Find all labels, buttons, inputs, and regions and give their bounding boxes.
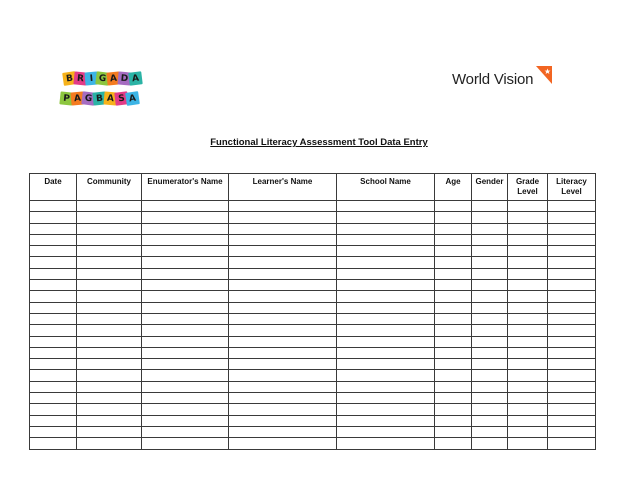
column-header-age: Age	[435, 174, 472, 201]
cell-literacy[interactable]	[548, 336, 596, 347]
logo-letter-tile: I	[84, 71, 98, 85]
cell-community[interactable]	[77, 313, 142, 324]
cell-community[interactable]	[77, 257, 142, 268]
cell-age[interactable]	[435, 438, 472, 449]
cell-school[interactable]	[337, 212, 435, 223]
cell-gender[interactable]	[472, 223, 508, 234]
cell-grade[interactable]	[508, 404, 548, 415]
cell-enumerator[interactable]	[142, 234, 229, 245]
cell-enumerator[interactable]	[142, 438, 229, 449]
cell-age[interactable]	[435, 246, 472, 257]
cell-literacy[interactable]	[548, 223, 596, 234]
cell-age[interactable]	[435, 325, 472, 336]
cell-age[interactable]	[435, 257, 472, 268]
cell-enumerator[interactable]	[142, 257, 229, 268]
cell-school[interactable]	[337, 404, 435, 415]
cell-age[interactable]	[435, 347, 472, 358]
cell-literacy[interactable]	[548, 257, 596, 268]
cell-learner[interactable]	[229, 370, 337, 381]
logo-letter-tile: B	[62, 71, 77, 86]
document-title: Functional Literacy Assessment Tool Data Entry	[210, 137, 428, 148]
cell-age[interactable]	[435, 302, 472, 313]
cell-community[interactable]	[77, 201, 142, 212]
cell-learner[interactable]	[229, 268, 337, 279]
cell-age[interactable]	[435, 415, 472, 426]
cell-gender[interactable]	[472, 370, 508, 381]
cell-literacy[interactable]	[548, 201, 596, 212]
cell-community[interactable]	[77, 246, 142, 257]
cell-date[interactable]	[30, 246, 77, 257]
cell-age[interactable]	[435, 426, 472, 437]
cell-learner[interactable]	[229, 404, 337, 415]
cell-learner[interactable]	[229, 201, 337, 212]
cell-gender[interactable]	[472, 393, 508, 404]
logo-letter-tile: D	[117, 71, 131, 85]
table-header-row	[30, 174, 596, 201]
world-vision-wordmark: World Vision	[452, 71, 534, 88]
cell-literacy[interactable]	[548, 302, 596, 313]
cell-learner[interactable]	[229, 313, 337, 324]
cell-age[interactable]	[435, 393, 472, 404]
cell-gender[interactable]	[472, 280, 508, 291]
logo-letter-tile: G	[95, 71, 109, 85]
table-row	[30, 325, 596, 336]
table-row	[30, 336, 596, 347]
cell-grade[interactable]	[508, 393, 548, 404]
cell-school[interactable]	[337, 393, 435, 404]
cell-age[interactable]	[435, 234, 472, 245]
table-row	[30, 370, 596, 381]
cell-learner[interactable]	[229, 257, 337, 268]
cell-date[interactable]	[30, 234, 77, 245]
cell-school[interactable]	[337, 415, 435, 426]
table-row	[30, 257, 596, 268]
table-row	[30, 212, 596, 223]
cell-enumerator[interactable]	[142, 223, 229, 234]
cell-literacy[interactable]	[548, 415, 596, 426]
cell-date[interactable]	[30, 223, 77, 234]
cell-grade[interactable]	[508, 257, 548, 268]
cell-date[interactable]	[30, 393, 77, 404]
cell-gender[interactable]	[472, 325, 508, 336]
cell-gender[interactable]	[472, 201, 508, 212]
cell-grade[interactable]	[508, 426, 548, 437]
cell-grade[interactable]	[508, 313, 548, 324]
cell-literacy[interactable]	[548, 313, 596, 324]
logo-letter-tile: S	[114, 91, 128, 105]
cell-enumerator[interactable]	[142, 291, 229, 302]
cell-date[interactable]	[30, 426, 77, 437]
table-row	[30, 268, 596, 279]
table-row	[30, 438, 596, 449]
cell-gender[interactable]	[472, 336, 508, 347]
cell-community[interactable]	[77, 347, 142, 358]
cell-grade[interactable]	[508, 280, 548, 291]
cell-community[interactable]	[77, 415, 142, 426]
cell-age[interactable]	[435, 381, 472, 392]
cell-age[interactable]	[435, 370, 472, 381]
cell-grade[interactable]	[508, 347, 548, 358]
cell-school[interactable]	[337, 234, 435, 245]
cell-school[interactable]	[337, 359, 435, 370]
table-row	[30, 347, 596, 358]
cell-learner[interactable]	[229, 246, 337, 257]
cell-age[interactable]	[435, 313, 472, 324]
column-header-enumerator: Enumerator's Name	[142, 174, 229, 201]
logo-letter-tile: R	[73, 71, 87, 85]
cell-gender[interactable]	[472, 302, 508, 313]
cell-grade[interactable]	[508, 336, 548, 347]
cell-school[interactable]	[337, 381, 435, 392]
cell-school[interactable]	[337, 438, 435, 449]
cell-date[interactable]	[30, 336, 77, 347]
logo-letter-tile: B	[92, 91, 106, 105]
cell-enumerator[interactable]	[142, 393, 229, 404]
cell-literacy[interactable]	[548, 291, 596, 302]
cell-gender[interactable]	[472, 381, 508, 392]
cell-learner[interactable]	[229, 415, 337, 426]
cell-date[interactable]	[30, 257, 77, 268]
cell-grade[interactable]	[508, 234, 548, 245]
cell-grade[interactable]	[508, 291, 548, 302]
cell-enumerator[interactable]	[142, 302, 229, 313]
cell-enumerator[interactable]	[142, 381, 229, 392]
cell-gender[interactable]	[472, 404, 508, 415]
cell-community[interactable]	[77, 336, 142, 347]
cell-school[interactable]	[337, 302, 435, 313]
cell-age[interactable]	[435, 268, 472, 279]
cell-community[interactable]	[77, 325, 142, 336]
cell-grade[interactable]	[508, 201, 548, 212]
cell-school[interactable]	[337, 313, 435, 324]
cell-age[interactable]	[435, 201, 472, 212]
cell-literacy[interactable]	[548, 438, 596, 449]
cell-date[interactable]	[30, 302, 77, 313]
cell-literacy[interactable]	[548, 426, 596, 437]
cell-grade[interactable]	[508, 370, 548, 381]
cell-community[interactable]	[77, 223, 142, 234]
logo-letter-tile: A	[103, 91, 117, 105]
cell-learner[interactable]	[229, 426, 337, 437]
cell-community[interactable]	[77, 404, 142, 415]
cell-date[interactable]	[30, 280, 77, 291]
cell-community[interactable]	[77, 302, 142, 313]
cell-learner[interactable]	[229, 223, 337, 234]
cell-learner[interactable]	[229, 325, 337, 336]
cell-enumerator[interactable]	[142, 359, 229, 370]
cell-learner[interactable]	[229, 381, 337, 392]
cell-gender[interactable]	[472, 347, 508, 358]
cell-literacy[interactable]	[548, 325, 596, 336]
table-row	[30, 201, 596, 212]
cell-enumerator[interactable]	[142, 415, 229, 426]
logo-letter-tile: A	[125, 91, 140, 106]
cell-grade[interactable]	[508, 325, 548, 336]
cell-gender[interactable]	[472, 359, 508, 370]
cell-date[interactable]	[30, 201, 77, 212]
cell-community[interactable]	[77, 426, 142, 437]
cell-age[interactable]	[435, 336, 472, 347]
cell-literacy[interactable]	[548, 393, 596, 404]
cell-school[interactable]	[337, 336, 435, 347]
cell-community[interactable]	[77, 268, 142, 279]
cell-school[interactable]	[337, 201, 435, 212]
cell-date[interactable]	[30, 325, 77, 336]
column-header-literacy: Literacy Level	[548, 174, 596, 201]
cell-community[interactable]	[77, 212, 142, 223]
table-row	[30, 234, 596, 245]
logo-letter-tile: G	[81, 91, 95, 105]
table-row	[30, 359, 596, 370]
cell-age[interactable]	[435, 359, 472, 370]
cell-community[interactable]	[77, 234, 142, 245]
cell-learner[interactable]	[229, 234, 337, 245]
cell-literacy[interactable]	[548, 381, 596, 392]
cell-literacy[interactable]	[548, 234, 596, 245]
column-header-grade: Grade Level	[508, 174, 548, 201]
logo-letter-tile: A	[106, 71, 120, 85]
cell-enumerator[interactable]	[142, 313, 229, 324]
cell-gender[interactable]	[472, 291, 508, 302]
cell-learner[interactable]	[229, 302, 337, 313]
cell-learner[interactable]	[229, 347, 337, 358]
table-row	[30, 381, 596, 392]
brigada-pagbasa-logo	[60, 68, 140, 110]
cell-learner[interactable]	[229, 212, 337, 223]
column-header-community: Community	[77, 174, 142, 201]
cell-literacy[interactable]	[548, 246, 596, 257]
cell-learner[interactable]	[229, 393, 337, 404]
cell-gender[interactable]	[472, 268, 508, 279]
cell-date[interactable]	[30, 438, 77, 449]
cell-school[interactable]	[337, 223, 435, 234]
column-header-learner: Learner's Name	[229, 174, 337, 201]
cell-learner[interactable]	[229, 359, 337, 370]
cell-gender[interactable]	[472, 438, 508, 449]
logo-letter-tile: A	[128, 71, 142, 85]
cell-school[interactable]	[337, 257, 435, 268]
cell-date[interactable]	[30, 359, 77, 370]
world-vision-star-icon	[536, 66, 552, 84]
table-row	[30, 223, 596, 234]
cell-school[interactable]	[337, 280, 435, 291]
cell-enumerator[interactable]	[142, 212, 229, 223]
cell-literacy[interactable]	[548, 359, 596, 370]
column-header-gender: Gender	[472, 174, 508, 201]
cell-gender[interactable]	[472, 234, 508, 245]
cell-grade[interactable]	[508, 246, 548, 257]
cell-community[interactable]	[77, 393, 142, 404]
table-row	[30, 393, 596, 404]
table-body	[30, 201, 596, 450]
cell-enumerator[interactable]	[142, 336, 229, 347]
cell-learner[interactable]	[229, 336, 337, 347]
cell-date[interactable]	[30, 347, 77, 358]
cell-learner[interactable]	[229, 291, 337, 302]
cell-grade[interactable]	[508, 268, 548, 279]
cell-date[interactable]	[30, 404, 77, 415]
cell-learner[interactable]	[229, 438, 337, 449]
table-row	[30, 415, 596, 426]
cell-grade[interactable]	[508, 223, 548, 234]
cell-school[interactable]	[337, 426, 435, 437]
cell-enumerator[interactable]	[142, 268, 229, 279]
cell-literacy[interactable]	[548, 212, 596, 223]
data-entry-table	[29, 173, 596, 450]
cell-enumerator[interactable]	[142, 347, 229, 358]
cell-gender[interactable]	[472, 212, 508, 223]
cell-grade[interactable]	[508, 359, 548, 370]
world-vision-logo	[452, 66, 556, 90]
cell-grade[interactable]	[508, 438, 548, 449]
cell-enumerator[interactable]	[142, 426, 229, 437]
table-row	[30, 280, 596, 291]
cell-school[interactable]	[337, 347, 435, 358]
cell-date[interactable]	[30, 313, 77, 324]
cell-date[interactable]	[30, 291, 77, 302]
logo-letter-tile: P	[59, 91, 73, 105]
cell-literacy[interactable]	[548, 280, 596, 291]
cell-community[interactable]	[77, 438, 142, 449]
cell-age[interactable]	[435, 280, 472, 291]
cell-school[interactable]	[337, 268, 435, 279]
cell-literacy[interactable]	[548, 268, 596, 279]
cell-enumerator[interactable]	[142, 404, 229, 415]
cell-literacy[interactable]	[548, 347, 596, 358]
cell-gender[interactable]	[472, 426, 508, 437]
cell-learner[interactable]	[229, 280, 337, 291]
cell-gender[interactable]	[472, 257, 508, 268]
column-header-school: School Name	[337, 174, 435, 201]
table-row	[30, 246, 596, 257]
cell-literacy[interactable]	[548, 370, 596, 381]
cell-age[interactable]	[435, 404, 472, 415]
cell-grade[interactable]	[508, 381, 548, 392]
table-row	[30, 302, 596, 313]
cell-gender[interactable]	[472, 415, 508, 426]
cell-age[interactable]	[435, 291, 472, 302]
table-row	[30, 426, 596, 437]
cell-grade[interactable]	[508, 212, 548, 223]
column-header-date: Date	[30, 174, 77, 201]
cell-school[interactable]	[337, 370, 435, 381]
cell-school[interactable]	[337, 291, 435, 302]
cell-date[interactable]	[30, 212, 77, 223]
table-row	[30, 404, 596, 415]
cell-enumerator[interactable]	[142, 201, 229, 212]
table-row	[30, 291, 596, 302]
cell-date[interactable]	[30, 268, 77, 279]
cell-community[interactable]	[77, 359, 142, 370]
table-row	[30, 313, 596, 324]
cell-date[interactable]	[30, 415, 77, 426]
cell-date[interactable]	[30, 381, 77, 392]
cell-gender[interactable]	[472, 246, 508, 257]
cell-gender[interactable]	[472, 313, 508, 324]
cell-date[interactable]	[30, 370, 77, 381]
cell-school[interactable]	[337, 325, 435, 336]
cell-enumerator[interactable]	[142, 370, 229, 381]
logo-letter-tile: A	[70, 91, 84, 105]
cell-enumerator[interactable]	[142, 246, 229, 257]
cell-enumerator[interactable]	[142, 280, 229, 291]
cell-community[interactable]	[77, 370, 142, 381]
cell-enumerator[interactable]	[142, 325, 229, 336]
cell-literacy[interactable]	[548, 404, 596, 415]
cell-grade[interactable]	[508, 302, 548, 313]
cell-community[interactable]	[77, 381, 142, 392]
cell-community[interactable]	[77, 280, 142, 291]
cell-grade[interactable]	[508, 415, 548, 426]
cell-age[interactable]	[435, 212, 472, 223]
cell-age[interactable]	[435, 223, 472, 234]
cell-community[interactable]	[77, 291, 142, 302]
cell-school[interactable]	[337, 246, 435, 257]
